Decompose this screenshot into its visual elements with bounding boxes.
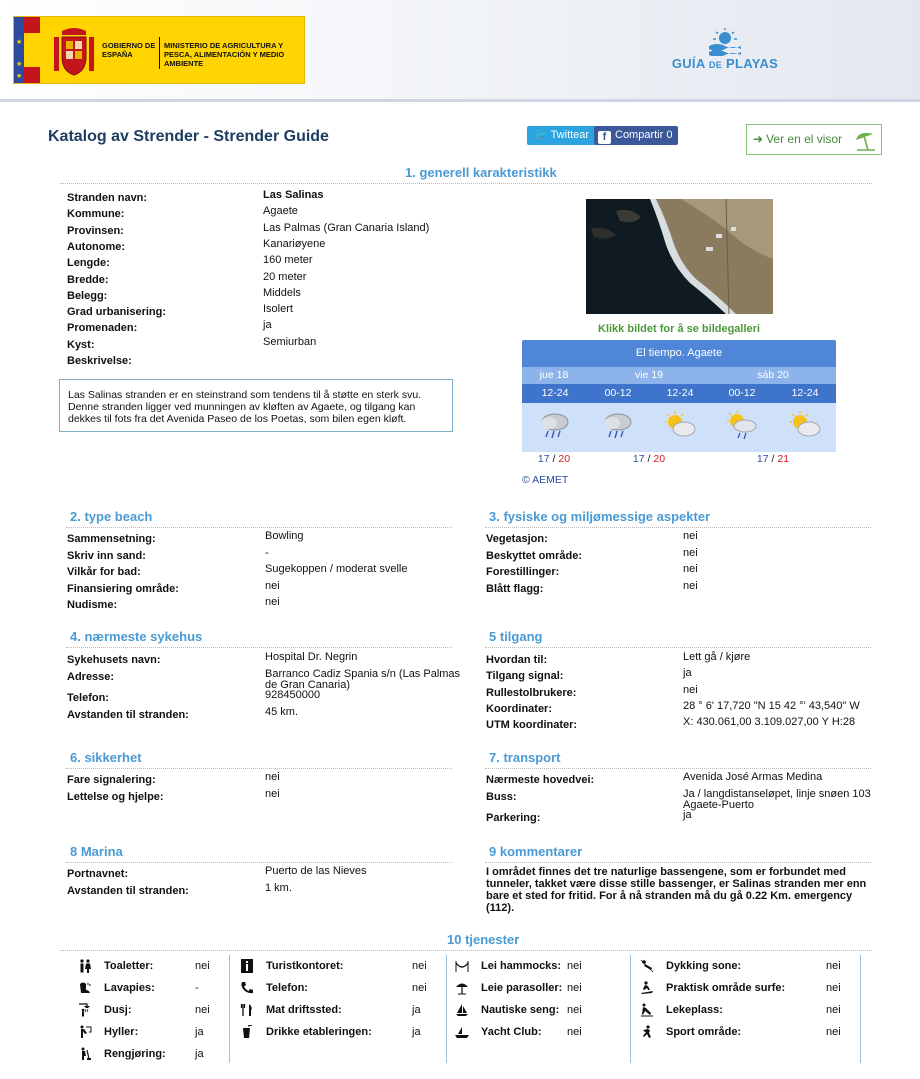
weather-hour: 12-24: [541, 387, 569, 399]
hospital-value: Barranco Cadiz Spania s/n (Las Palmas: [265, 667, 461, 680]
toilet-icon: [78, 959, 92, 981]
service-value: nei: [195, 1004, 210, 1016]
physical-value: nei: [683, 579, 698, 592]
service-value: nei: [567, 982, 582, 994]
facebook-share-button[interactable]: [594, 126, 678, 145]
service-label: Nautiske seng:: [481, 1004, 560, 1016]
general-value: 160 meter: [263, 254, 313, 267]
drink-icon: [240, 1025, 254, 1047]
section-7-heading: 7. transport: [489, 750, 561, 765]
visor-label: Ver en el visor: [766, 132, 843, 146]
section-4-divider: [66, 647, 452, 648]
section-3-divider: [485, 527, 871, 528]
service-label: Lekeplass:: [666, 1004, 723, 1016]
access-key: UTM koordinater:: [486, 719, 578, 732]
gobierno-text: GOBIERNO DE ESPAÑA: [102, 41, 156, 59]
view-in-viewer-button[interactable]: [746, 124, 882, 155]
twitter-button[interactable]: [527, 126, 596, 145]
weather-temps: [522, 453, 836, 467]
weather-title: El tiempo. Agaete: [522, 340, 836, 367]
facebook-icon: f: [598, 131, 611, 144]
service-label: Lavapies:: [104, 982, 155, 994]
access-value: Lett gå / kjøre: [683, 651, 751, 663]
service-value: nei: [826, 982, 841, 994]
hospital-value: Hospital Dr. Negrin: [265, 651, 358, 663]
hospital-value-cont: de Gran Canaria): [265, 678, 350, 691]
shower-icon: [78, 1003, 92, 1025]
physical-key: Vegetasjon:: [486, 533, 548, 545]
service-label: Dusj:: [104, 1004, 132, 1016]
temp-low: 17: [756, 453, 769, 465]
type_beach-value: Bowling: [265, 530, 304, 542]
general-value: 20 meter: [263, 270, 307, 283]
hospital-key: Telefon:: [67, 692, 109, 704]
physical-key: Beskyttet område:: [486, 549, 582, 562]
weather-hour: 12-24: [666, 387, 694, 399]
service-label: Turistkontoret:: [266, 960, 344, 972]
service-label: Leie parasoller:: [481, 982, 563, 994]
type_beach-value: nei: [265, 596, 280, 608]
service-value: nei: [412, 960, 427, 972]
ministerio-text: MINISTERIO DE AGRICULTURA Y PESCA, ALIMENTACIÓN Y MEDIO AMBIENTE: [164, 41, 285, 68]
food-icon: [240, 1003, 254, 1025]
sun-rain-icon: [711, 411, 773, 444]
general-key: Kommune:: [67, 208, 125, 221]
general-value: Semiurban: [263, 335, 317, 348]
physical-key: Blått flagg:: [486, 582, 544, 595]
service-value: ja: [195, 1048, 204, 1060]
transport-value: ja: [683, 809, 692, 821]
general-value: Las Salinas: [263, 189, 324, 201]
type_beach-key: Finansiering område:: [67, 582, 179, 595]
cleaning-icon: [78, 1047, 92, 1069]
type_beach-key: Sammensetning:: [67, 533, 156, 545]
service-label: Yacht Club:: [481, 1026, 542, 1038]
service-value: nei: [195, 960, 210, 972]
physical-value: nei: [683, 546, 698, 559]
section-2-heading: 2. type beach: [70, 509, 153, 524]
safety-value: nei: [265, 771, 280, 783]
section-2-divider: [66, 527, 452, 528]
guia-de-label: DE: [708, 60, 723, 70]
sport-icon: [640, 1025, 654, 1047]
beach-description: Las Salinas stranden er en steinstrand som tendens til å støtte en sterk svu. Denne stranden ligger ved munningen av kløften av Agaete, og tilgang kan dekkes til fots fra det Avenida Paseo de los Poetas, som bilen egen kløft.: [59, 379, 453, 432]
section-4-heading: 4. nærmeste sykehus: [70, 629, 203, 644]
section-5-heading: 5 tilgang: [489, 629, 543, 644]
physical-value: nei: [683, 563, 698, 575]
guia-label: GUÍA: [671, 56, 706, 71]
section-3-heading: 3. fysiske og miljømessige aspekter: [489, 509, 711, 524]
general-key: Belegg:: [67, 289, 108, 302]
service-value: nei: [412, 982, 427, 994]
service-label: Drikke etableringen:: [266, 1026, 372, 1038]
general-key: Kyst:: [67, 338, 95, 351]
service-label: Toaletter:: [104, 960, 154, 972]
service-value: ja: [412, 1004, 421, 1016]
arrow-right-icon: ➜: [753, 132, 764, 146]
general-key: Stranden navn:: [67, 192, 148, 204]
service-label: Lei hammocks:: [481, 960, 562, 972]
hospital-value: 45 km.: [265, 705, 299, 718]
safety-value: nei: [265, 788, 280, 800]
phone-icon: [240, 981, 254, 1003]
general-value: Las Palmas (Gran Canaria Island): [263, 221, 430, 234]
service-label: Sport område:: [666, 1026, 742, 1038]
hospital-key: Sykehusets navn:: [67, 654, 161, 666]
marina-value: 1 km.: [265, 881, 292, 894]
transport-value: Avenida José Armas Medina: [683, 771, 823, 783]
temp-high: 20: [653, 453, 666, 465]
gallery-link[interactable]: Klikk bildet for å se bildegalleri: [598, 323, 760, 335]
spain-flag-icon: ★ ★ ★: [14, 17, 40, 83]
service-label: Mat driftssted:: [266, 1004, 342, 1016]
general-key: Autonome:: [67, 240, 126, 253]
section-7-divider: [485, 768, 871, 769]
beach-wave-icon: [707, 28, 743, 56]
transport-value: Ja / langdistanseløpet, linje snøen 103: [683, 787, 871, 800]
section-8-heading: 8 Marina: [70, 844, 123, 859]
service-value: nei: [826, 1004, 841, 1016]
general-value: Agaete: [263, 205, 298, 218]
temp-low: 17: [537, 453, 550, 465]
access-key: Koordinater:: [486, 702, 552, 715]
temp-high: 20: [558, 453, 571, 465]
twitter-icon: 🐦: [534, 129, 548, 141]
access-value: ja: [683, 667, 692, 680]
sailboat-icon: [455, 1003, 469, 1025]
playground-icon: [640, 1003, 654, 1025]
section-10-divider: [60, 950, 872, 951]
physical-key: Forestillinger:: [486, 566, 560, 578]
weather-temp: 17 / 20: [537, 453, 571, 465]
weather-hour: 00-12: [604, 387, 632, 399]
diving-icon: [640, 959, 654, 981]
type_beach-value: Sugekoppen / moderat svelle: [265, 563, 408, 575]
marina-key: Portnavnet:: [67, 868, 129, 880]
access-key: Tilgang signal:: [486, 670, 564, 683]
general-key: Grad urbanisering:: [67, 306, 167, 319]
service-value: nei: [826, 1026, 841, 1038]
sun-cloud-icon: [649, 411, 711, 444]
rain-cloud-icon: [524, 411, 586, 444]
weather-days: [522, 367, 836, 384]
access-key: Hvordan til:: [486, 654, 548, 666]
service-label: Hyller:: [104, 1026, 139, 1038]
weather-temp: 17 / 20: [632, 453, 666, 465]
guia-playas-label: PLAYAS: [726, 56, 779, 71]
transport-value-cont: Agaete-Puerto: [683, 798, 754, 811]
weather-day: vie 19: [634, 369, 664, 381]
section-5-divider: [485, 647, 871, 648]
safety-key: Fare signalering:: [67, 774, 156, 786]
service-label: Telefon:: [266, 982, 308, 994]
info-icon: [240, 959, 254, 981]
temp-high: 21: [777, 453, 790, 465]
aemet-credit[interactable]: © AEMET: [522, 474, 569, 486]
section-8-divider: [66, 862, 452, 863]
service-value: nei: [567, 1004, 582, 1016]
service-value: nei: [567, 1026, 582, 1038]
general-value: ja: [263, 319, 272, 332]
twitter-label: Twittear: [550, 129, 590, 141]
yacht-icon: [455, 1025, 469, 1047]
service-value: -: [195, 982, 199, 994]
transport-key: Buss:: [486, 790, 517, 803]
weather-temp: 17 / 21: [756, 453, 790, 465]
parasol-icon: [455, 981, 469, 1003]
type_beach-value: nei: [265, 579, 280, 592]
weather-widget[interactable]: [522, 340, 836, 452]
page-title: Katalog av Strender - Strender Guide: [48, 128, 329, 145]
weather-hour: 12-24: [791, 387, 819, 399]
footwash-icon: [78, 981, 92, 1003]
temp-low: 17: [632, 453, 645, 465]
section-1-heading: 1. generell karakteristikk: [405, 165, 557, 180]
section-6-divider: [66, 768, 452, 769]
rain-cloud-icon: [587, 411, 649, 444]
general-key: Promenaden:: [67, 322, 138, 335]
access-value: 28 ° 6' 17,720 "N 15 42 °' 43,540" W: [683, 699, 860, 712]
hospital-key: Avstanden til stranden:: [67, 708, 189, 721]
beach-photo[interactable]: [586, 199, 773, 314]
service-value: nei: [826, 960, 841, 972]
service-label: Praktisk område surfe:: [666, 982, 786, 994]
section-9-divider: [485, 862, 871, 863]
section-9-heading: 9 kommentarer: [489, 844, 583, 859]
locker-icon: [78, 1025, 92, 1047]
transport-key: Nærmeste hovedvei:: [486, 774, 595, 786]
general-value: Middels: [263, 286, 301, 299]
service-label: Dykking sone:: [666, 960, 742, 972]
service-value: nei: [567, 960, 582, 972]
guia-de-playas-logo[interactable]: [665, 28, 785, 78]
type_beach-key: Skriv inn sand:: [67, 549, 146, 562]
type_beach-key: Nudisme:: [67, 599, 118, 611]
header-bar: [0, 0, 920, 102]
service-label: Rengjøring:: [104, 1048, 166, 1060]
hammock-icon: [455, 959, 469, 981]
weather-hours: [522, 384, 836, 403]
service-value: ja: [412, 1026, 421, 1038]
general-value: Isolert: [263, 303, 293, 316]
transport-key: Parkering:: [486, 812, 541, 824]
comments-text: I området finnes det tre naturlige bassengene, som er forbundet med tunneler, takket være disse stille bassenger, er Salinas stranden mer enn bare et sted for fritid. For å nå stranden må du gå 0.22 Km. emergency (112).: [486, 866, 867, 914]
general-key: Provinsen:: [67, 224, 124, 237]
marina-value: Puerto de las Nieves: [265, 865, 367, 877]
marina-key: Avstanden til stranden:: [67, 884, 189, 897]
surf-icon: [640, 981, 654, 1003]
access-key: Rullestolbrukere:: [486, 686, 577, 699]
general-key: Bredde:: [67, 273, 109, 286]
access-value: nei: [683, 683, 698, 696]
hospital-value: 928450000: [265, 689, 321, 701]
service-value: ja: [195, 1026, 204, 1038]
section-6-heading: 6. sikkerhet: [70, 750, 142, 765]
section-10-heading: 10 tjenester: [447, 932, 520, 947]
general-value: Kanariøyene: [263, 237, 326, 250]
type_beach-value: -: [265, 546, 269, 559]
sun-cloud-icon: [774, 411, 836, 444]
gobierno-logo[interactable]: [13, 16, 305, 84]
weather-day: jue 18: [539, 369, 569, 381]
weather-icons: [522, 403, 836, 452]
physical-value: nei: [683, 530, 698, 542]
parasol-icon: [853, 128, 877, 152]
type_beach-key: Vilkår for bad:: [67, 566, 141, 578]
weather-day: sáb 20: [757, 369, 789, 381]
hospital-key: Adresse:: [67, 670, 115, 683]
section-1-divider: [60, 183, 872, 184]
facebook-label: Compartir 0: [615, 129, 673, 141]
general-key: Beskrivelse:: [67, 355, 132, 367]
safety-key: Lettelse og hjelpe:: [67, 791, 164, 803]
access-value: X: 430.061,00 3.109.027,00 Y H:28: [683, 716, 856, 729]
coat-of-arms-icon: [52, 25, 96, 77]
weather-hour: 00-12: [728, 387, 756, 399]
general-key: Lengde:: [67, 257, 110, 270]
